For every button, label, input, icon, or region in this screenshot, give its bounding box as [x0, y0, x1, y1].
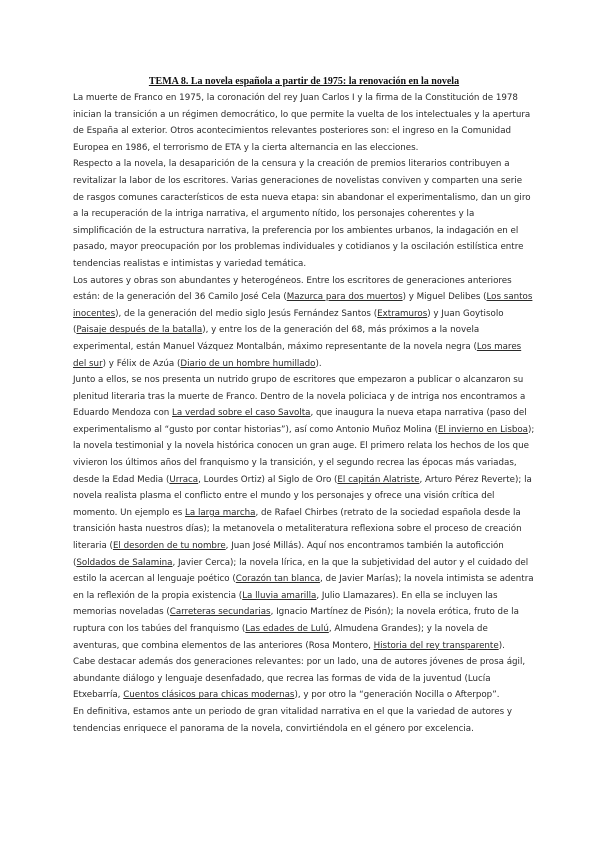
text-segment: ); la novela testimonial y la novela histórica conocen un gran auge. El primero relata los hechos de los que vivieron los últimos años del franquismo y la transición, y el segundo recrea las épocas más variadas, desde la Edad Media (: [73, 424, 535, 485]
text-segment: La muerte de Franco en 1975, la coronación del rey Juan Carlos I y la firma de la Constitución de 1978 inician la transición a un régimen democrático, lo que permite la vuelta de los intelectuales y la apertura de España al exterior. Otros acontecimientos relevantes posteriores son: el ingreso en la Comunidad Europea en 1986, el terrorismo de ETA y la cierta alternancia en las elecciones.: [73, 93, 531, 153]
book-title: Diario de un hombre humillado: [180, 358, 316, 369]
book-title: Paisaje después de la batalla: [76, 325, 203, 336]
text-segment: , Julio Llamazares). En ella se incluyen las memorias noveladas (: [73, 590, 498, 618]
book-title: Cuentos clásicos para chicas modernas: [123, 690, 295, 701]
book-title: El capitán Alatriste: [337, 474, 420, 485]
text-segment: , Juan José Millás). Aquí nos encontramos también la autoficción (: [73, 541, 504, 568]
text-segment: Junto a ellos, se nos presenta un nutrido grupo de escritores que empezaron a publicar o alcanzaron su plenitud literaria tras la muerte de Franco. Dentro de la novela policiaca y de intriga nos encontramos a Eduardo Mendoza con: [73, 375, 526, 419]
paragraph: [73, 90, 535, 156]
text-segment: ) y Miguel Delibes (: [402, 292, 487, 303]
text-segment: , Lourdes Ortiz) al Siglo de Oro (: [198, 474, 338, 485]
book-title: Carreteras secundarias: [169, 607, 271, 618]
document-title: TEMA 8. La novela española a partir de 1975: la renovación en la novela: [148, 76, 460, 87]
text-segment: Los autores y obras son abundantes y heterogéneos. Entre los escritores de generaciones anteriores están: de la generación del 36 Camilo José Cela (: [73, 275, 512, 303]
book-title: Las edades de Lulú: [245, 624, 329, 634]
book-title: Extramuros: [377, 308, 428, 319]
text-segment: ), de la generación del medio siglo Jesús Fernández Santos (: [115, 308, 378, 319]
text-segment: , Javier Cerca); la novela lírica, en la que la subjetividad del autor y el cuidado del estilo la acercan al lenguaje poético (: [73, 557, 529, 585]
text-segment: , de Javier Marías); la novela intimista se adentra en la reflexión de la propia existencia (: [73, 574, 534, 601]
book-title: Los santos inocentes: [73, 292, 533, 319]
paragraph: [73, 704, 535, 737]
book-title: Historia del rey transparente: [373, 640, 499, 651]
text-segment: , Ignacio Martínez de Pisón); la novela erótica, fruto de la ruptura con los tabúes del franquismo (: [73, 607, 519, 634]
text-segment: , de Rafael Chirbes (retrato de la sociedad española desde la transición hasta nuestros días); la metanovela o metaliteratura reflexiona sobre el proceso de creación literaria (: [73, 507, 522, 552]
book-title: Soldados de Salamina: [76, 557, 173, 568]
book-title: La lluvia amarilla: [242, 590, 317, 601]
book-title: El invierno en Lisboa: [437, 424, 528, 435]
paragraph: [73, 372, 535, 654]
text-segment: En definitiva, estamos ante un periodo de gran vitalidad narrativa en el que la variedad de autores y tendencias enriquece el panorama de la novela, convirtiéndola en el género por excelencia.: [73, 706, 513, 734]
paragraph: [73, 273, 535, 373]
book-title: Mazurca para dos muertos: [286, 292, 403, 303]
text-segment: ) y Félix de Azúa (: [102, 358, 181, 369]
book-title: La verdad sobre el caso Savolta: [172, 408, 311, 419]
text-segment: ) y Juan Goytisolo (: [73, 308, 504, 336]
document-page: [73, 74, 535, 737]
book-title: El desorden de tu nombre: [112, 541, 226, 552]
text-segment: , que inaugura la nueva etapa narrativa (paso del experimentalismo al “gusto por contar historias”), así como Antonio Muñoz Molina (: [73, 408, 527, 435]
paragraph: [73, 156, 535, 272]
text-segment: ), y entre los de la generación del 68, más próximos a la novela experimental, están Manuel Vázquez Montalbán, máximo representante de la novela negra (: [73, 325, 480, 352]
text-segment: ).: [498, 640, 505, 651]
text-segment: ).: [315, 358, 322, 369]
text-segment: , Arturo Pérez Reverte); la novela realista plasma el conflicto entre el mundo y los personajes y ofrece una visión crítica del momento. Un ejemplo es: [73, 474, 532, 518]
text-segment: Cabe destacar además dos generaciones relevantes: por un lado, una de autores jóvenes de prosa ágil, abundante diálogo y lenguaje desenfadado, que recrea las formas de vida de la juventud (Lucía Etxebarría,: [73, 657, 526, 701]
book-title: Corazón tan blanca: [235, 574, 321, 585]
text-segment: Respecto a la novela, la desaparición de la censura y la creación de premios literarios contribuyen a revitalizar la labor de los escritores. Varias generaciones de novelistas conviven y comparten una serie de rasgos comunes característicos de esta nueva etapa: sin abandonar el experimentalismo, dan un giro a la recuperación de la intriga narrativa, el argumento nítido, los personajes coherentes y la simplificación de la estructura narrativa, la preferencia por los ambientes urbanos, la indagación en el pasado, mayor preocupación por los problemas individuales y cotidianos y la oscilación estilística entre tendencias realistas e intimistas y variedad temática.: [73, 159, 531, 269]
book-title: Urraca: [169, 474, 199, 485]
text-segment: ), y por otro la “generación Nocilla o Afterpop”.: [294, 690, 500, 701]
document-body: [73, 90, 535, 737]
book-title: La larga marcha: [185, 507, 256, 518]
book-title: Los mares del sur: [73, 341, 522, 369]
paragraph: [73, 654, 535, 704]
text-segment: , Almudena Grandes); y la novela de aventuras, que combina elementos de las anteriores (Rosa Montero,: [73, 624, 488, 651]
